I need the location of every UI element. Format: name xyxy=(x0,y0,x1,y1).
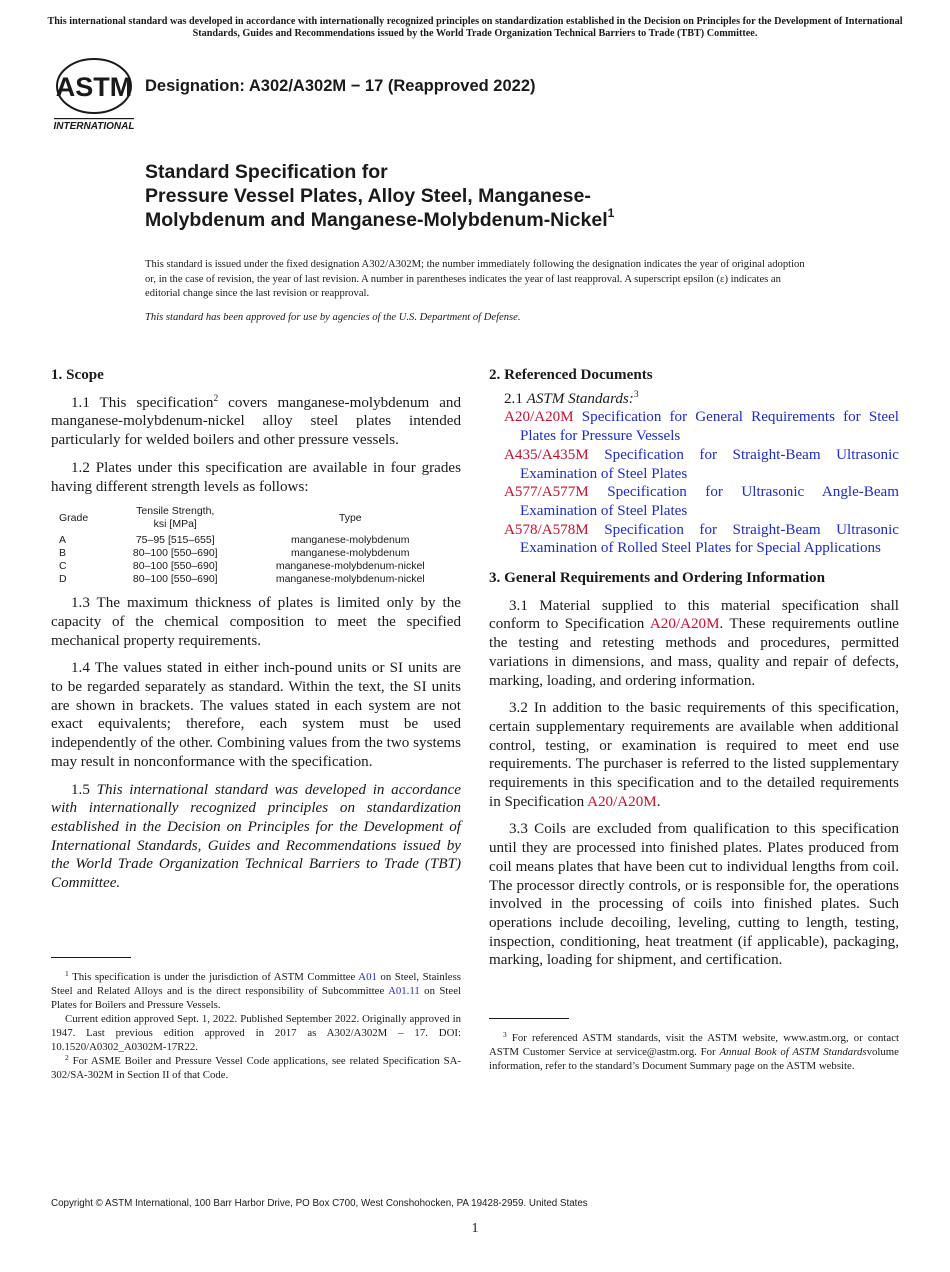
right-column xyxy=(489,366,899,979)
cell-grade: D xyxy=(59,573,67,586)
header-type: Type xyxy=(338,511,362,524)
issuance-note: This standard is issued under the fixed designation A302/A302M; the number immediately following the designation indicates the year of original adoption or, in the case of revision, the year of last revision. A number in parentheses indicates the year of last reapproval. A superscript epsilon (ε) indicates an editorial change since the last revision or reapproval. xyxy=(145,259,805,299)
scope-1-2: 1.2 Plates under this specification are available in four grades having different strength levels as follows: xyxy=(51,459,461,495)
reference-title[interactable]: Specification for Ultrasonic Angle-Beam Examination of Steel Plates xyxy=(520,484,899,519)
approval-note: This standard has been approved for use by agencies of the U.S. Department of Defense. xyxy=(145,312,521,323)
table-row xyxy=(51,547,461,560)
logo-subtitle: INTERNATIONAL xyxy=(53,121,135,132)
reference-code[interactable]: A578/A578M xyxy=(504,521,589,538)
footnote-rule-right xyxy=(489,1018,569,1019)
reference-item[interactable] xyxy=(489,446,899,483)
footnote-3-mark[interactable]: 3 xyxy=(633,389,639,400)
title-line-1: Standard Specification for xyxy=(145,161,388,183)
cell-grade: C xyxy=(59,560,67,573)
reference-item[interactable] xyxy=(489,483,899,520)
scope-1-1-b: covers manganese-molybdenum and manganese-molybdenum-nickel alloy steel plates intended particularly for welded boilers and other pressure vessels. xyxy=(51,394,461,449)
a20-reference-link[interactable]: A20/A20M xyxy=(649,616,720,633)
grades-table xyxy=(51,505,461,586)
scope-1-5-text: This international standard was developed in accordance with internationally recognized principles on standardization established in the Decision on Principles for the Development of International Standards, Guides and Recommendations issued by the World Trade Organization Technical Barriers to Trade (TBT) Committee. xyxy=(51,781,462,892)
reference-item[interactable] xyxy=(489,521,899,558)
scope-1-1 xyxy=(51,394,461,450)
cell-type: manganese-molybdenum-nickel xyxy=(275,573,425,586)
astm-standards-label: ASTM Standards: xyxy=(526,390,634,407)
reference-title[interactable]: Specification for Straight-Beam Ultrasonic Examination of Rolled Steel Plates for Special Applications xyxy=(520,521,899,557)
cell-tensile: 80–100 [550–690] xyxy=(132,573,218,586)
copyright-notice: Copyright © ASTM International, 100 Barr Harbor Drive, PO Box C700, West Conshohocken, PA 19428-2959. United States xyxy=(51,1198,588,1209)
general-3-2-a: 3.2 In addition to the basic requirements of this specification, certain supplementary requirements are available when additional control, testing, or examination is required to meet end use requirements. The purchaser is referred to the listed supplementary requirements in this specification and to the detailed requirements in Specification xyxy=(489,700,899,810)
footnote-2 xyxy=(51,1054,461,1082)
cell-grade: A xyxy=(59,534,67,547)
header-tensile-line-1: Tensile Strength, xyxy=(136,505,215,518)
cell-tensile: 75–95 [515–655] xyxy=(135,534,215,547)
reference-title[interactable]: Specification for Straight-Beam Ultrasonic Examination of Steel Plates xyxy=(520,446,899,482)
cell-tensile: 80–100 [550–690] xyxy=(132,547,218,560)
cell-type: manganese-molybdenum xyxy=(291,547,410,560)
astm-logo xyxy=(52,56,136,132)
footnote-2-text: For ASME Boiler and Pressure Vessel Code applications, see related Specification SA-302/SA-302M in Section II of that Code. xyxy=(51,1055,461,1081)
header-tensile-line-2: ksi [MPa] xyxy=(153,518,197,531)
title-footnote-mark[interactable]: 1 xyxy=(607,206,615,220)
footnote-1-text-c: on Steel Plates for Boilers and Pressure Vessels. xyxy=(51,985,461,1011)
astm-standards-number: 2.1 xyxy=(504,390,527,407)
footnote-3 xyxy=(489,1031,899,1073)
scope-1-1-a: 1.1 This specification xyxy=(71,394,214,411)
general-requirements-heading: 3. General Requirements and Ordering Information xyxy=(489,570,825,587)
footnote-3-book-title: Annual Book of ASTM Standards xyxy=(719,1046,867,1058)
logo-wordmark: ASTM xyxy=(55,72,133,102)
footnote-1-text-a: This specification is under the jurisdiction of ASTM Committee xyxy=(68,971,359,983)
footnotes-right xyxy=(489,1031,899,1073)
cell-grade: B xyxy=(59,547,67,560)
header-tensile xyxy=(111,505,240,534)
scope-heading: 1. Scope xyxy=(51,367,104,383)
page-number: 1 xyxy=(471,1221,479,1236)
header-grade: Grade xyxy=(59,511,89,524)
table-row xyxy=(51,573,461,586)
title-line-3-text: Molybdenum and Manganese-Molybdenum-Nickel xyxy=(145,209,608,231)
grades-table-header xyxy=(51,505,461,534)
reference-item[interactable] xyxy=(489,408,899,445)
general-3-3: 3.3 Coils are excluded from qualification to this specification until they are processed into finished plates. Plates produced from coil means plates that have been cut to individual lengths from coil. The processor directly controls, or is responsible for, the operations involved in the processing of coils into finished plates. Such operations include decoiling, leveling, cutting to length, testing, inspection, conditioning, heat treatment (if applicable), packaging, marking, loading for shipment, and certification. xyxy=(489,821,899,969)
cell-type: manganese-molybdenum xyxy=(291,534,410,547)
cell-type: manganese-molybdenum-nickel xyxy=(275,560,425,573)
general-3-1 xyxy=(489,597,899,691)
footnote-1-text-b: on Steel, Stainless Steel and Related Alloys and is the direct responsibility of Subcommittee xyxy=(51,971,461,997)
table-row xyxy=(51,560,461,573)
footnote-2-mark[interactable]: 2 xyxy=(213,393,219,404)
footnote-1-mark: 1 xyxy=(65,969,69,978)
left-column xyxy=(51,366,461,902)
footnote-2-mark: 2 xyxy=(65,1053,69,1062)
footnotes-left xyxy=(51,970,461,1082)
footnote-3-text-a: For referenced ASTM standards, visit the ASTM website, www.astm.org, or contact ASTM Customer Service at service@astm.org. For xyxy=(489,1032,899,1058)
general-3-2 xyxy=(489,699,899,811)
scope-1-5 xyxy=(51,781,461,893)
document-title xyxy=(145,160,865,232)
designation: Designation: A302/A302M − 17 (Reapproved 2022) xyxy=(145,77,536,95)
footnote-3-mark: 3 xyxy=(503,1030,507,1039)
committee-a01-link[interactable]: A01 xyxy=(358,971,377,983)
cell-tensile: 80–100 [550–690] xyxy=(132,560,218,573)
title-line-3 xyxy=(145,208,865,232)
reference-code[interactable]: A435/A435M xyxy=(504,446,589,463)
scope-1-3: 1.3 The maximum thickness of plates is limited only by the capacity of the chemical composition to meet the specified mechanical property requirements. xyxy=(51,595,461,649)
scope-1-4: 1.4 The values stated in either inch-pound units or SI units are to be regarded separately as standard. Within the text, the SI units are shown in brackets. The values stated in each system are not exact equivalents; therefore, each system must be used independently of the other. Combining values from the two systems may result in nonconformance with the specification. xyxy=(51,660,461,770)
referenced-documents-heading: 2. Referenced Documents xyxy=(489,367,653,383)
general-3-2-b: . xyxy=(656,793,661,810)
general-3-1-b: . These requirements outline the testing and retesting methods and procedures, permitted variations in dimensions, and mass, quality and repair of defects, marking, loading, and ordering information. xyxy=(489,616,899,689)
top-note: This international standard was developed in accordance with internationally recognized principles on standardization established in the Decision on Principles for the Development of International Standards, Guides and Recommendations issued by the World Trade Organization Technical Barriers to Trade (TBT) Committee. xyxy=(47,16,903,39)
footnote-3-text-b: volume information, refer to the standard’s Document Summary page on the ASTM website. xyxy=(489,1046,899,1072)
footnote-1 xyxy=(51,970,461,1012)
footnote-1-edition: Current edition approved Sept. 1, 2022. Published September 2022. Originally approved in 1947. Last previous edition approved in 2017 as A302/A302M – 17. DOI: 10.1520/A0302_A0302M-17R22. xyxy=(51,1013,461,1053)
subcommittee-a01-11-link[interactable]: A01.11 xyxy=(388,985,420,997)
reference-title[interactable]: Specification for General Requirements for Steel Plates for Pressure Vessels xyxy=(520,409,899,445)
reference-code[interactable]: A20/A20M xyxy=(504,409,574,426)
general-3-1-a: 3.1 Material supplied to this material specification shall conform to Specification xyxy=(489,597,899,633)
astm-standards-subheading xyxy=(489,390,899,409)
title-line-2: Pressure Vessel Plates, Alloy Steel, Manganese- xyxy=(145,185,591,207)
reference-code[interactable]: A577/A577M xyxy=(504,484,589,501)
scope-1-5-number: 1.5 xyxy=(71,781,97,798)
a20-reference-link[interactable]: A20/A20M xyxy=(587,793,657,810)
footnote-rule-left xyxy=(51,957,131,958)
table-row xyxy=(51,534,461,547)
